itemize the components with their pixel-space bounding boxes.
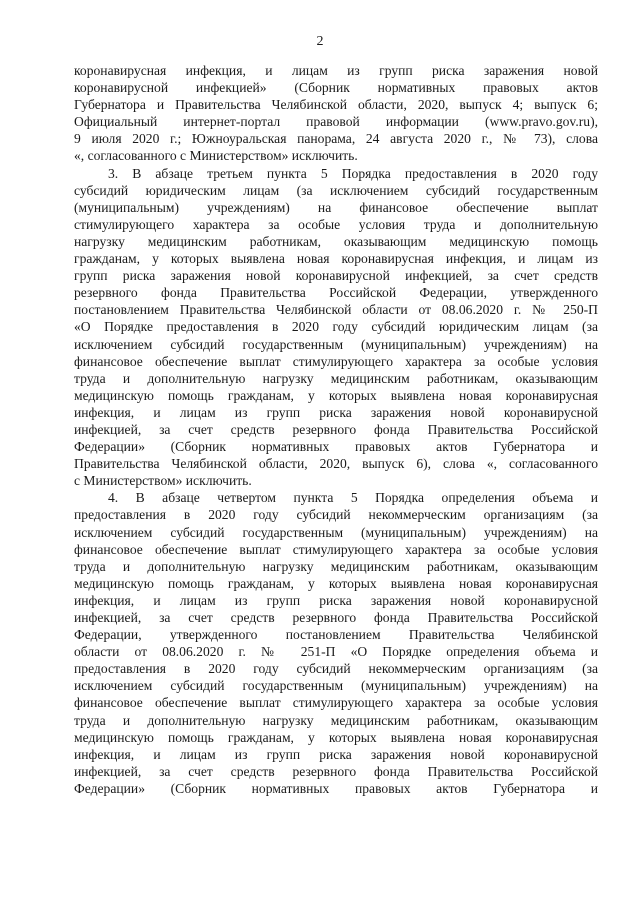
text-line: Губернатора и Правительства Челябинской области, 2020, выпуск 4; выпуск 6; [74,97,598,113]
document-body [74,62,598,797]
text-line: финансовое обеспечение выплат стимулирующего характера за особые условия [74,353,598,369]
text-line: Официальный интернет-портал правовой информации (www.pravo.gov.ru), [74,114,598,130]
text-line: труда и дополнительную нагрузку медицинским работникам, оказывающим [74,370,598,386]
text-line: с Министерством» исключить. [74,473,252,489]
text-line: коронавирусная инфекция, и лицам из групп риска заражения новой [74,63,598,78]
text-line: резервного фонда Правительства Российской Федерации, утвержденного [74,285,598,301]
text-line: субсидий юридическим лицам (за исключением субсидий государственным [74,182,598,198]
text-line: исключением субсидий государственным (муниципальным) учреждениям) на [74,524,598,540]
text-line: «, согласованного с Министерством» исключить. [74,148,358,164]
text-line: «О Порядке предоставления в 2020 году субсидий юридическим лицам (за [74,319,598,335]
text-line: медицинскую помощь гражданам, у которых выявлена новая коронавирусная [74,387,598,403]
text-line: инфекция, и лицам из групп риска заражения новой коронавирусной [74,404,598,420]
text-line: групп риска заражения новой коронавирусной инфекцией, за счет средств [74,268,598,284]
paragraph [74,165,598,490]
text-line: Федерации» (Сборник нормативных правовых актов Губернатора и [74,439,598,455]
text-line: исключением субсидий государственным (муниципальным) учреждениям) на [74,678,598,694]
text-line: финансовое обеспечение выплат стимулирующего характера за особые условия [74,695,598,711]
text-line: предоставления в 2020 году субсидий некоммерческим организациям (за [74,661,598,677]
text-line: предоставления в 2020 году субсидий некоммерческим организациям (за [74,507,598,523]
text-line: труда и дополнительную нагрузку медицинским работникам, оказывающим [74,558,598,574]
text-line: гражданам, у которых выявлена новая коронавирусная инфекция, и лицам из [74,251,598,267]
text-line: инфекция, и лицам из групп риска заражения новой коронавирусной [74,592,598,608]
text-line: труда и дополнительную нагрузку медицинским работникам, оказывающим [74,712,598,728]
page-number: 2 [316,34,324,49]
text-line: Федерации» (Сборник нормативных правовых актов Губернатора и [74,780,598,796]
text-line: инфекцией, за счет средств резервного фонда Правительства Российской [74,421,598,437]
text-line: области от 08.06.2020 г. № 251-П «О Порядке определения объема и [74,644,598,660]
text-line: инфекция, и лицам из групп риска заражения новой коронавирусной [74,746,598,762]
text-line: медицинскую помощь гражданам, у которых выявлена новая коронавирусная [74,575,598,591]
text-line: 4. В абзаце четвертом пункта 5 Порядка определения объема и [108,490,598,506]
text-line: исключением субсидий государственным (муниципальным) учреждениям) на [74,336,598,352]
text-line: коронавирусной инфекцией» (Сборник нормативных правовых актов [74,80,598,96]
text-line: медицинскую помощь гражданам, у которых выявлена новая коронавирусная [74,729,598,745]
text-line: инфекцией, за счет средств резервного фонда Правительства Российской [74,763,598,779]
paragraph [74,62,598,165]
text-line: стимулирующего характера за особые условия труда и дополнительную [74,216,598,232]
text-line: финансовое обеспечение выплат стимулирующего характера за особые условия [74,541,598,557]
text-line: инфекцией, за счет средств резервного фонда Правительства Российской [74,610,598,625]
text-line: 3. В абзаце третьем пункта 5 Порядка предоставления в 2020 году [108,165,598,181]
text-line: 9 июля 2020 г.; Южноуральская панорама, 24 августа 2020 г., № 73), слова [74,131,598,147]
text-line: постановлением Правительства Челябинской области от 08.06.2020 г. № 250-П [74,302,598,318]
text-line: Федерации, утвержденного постановлением Правительства Челябинской [74,627,598,643]
text-line: (муниципальным) учреждениям) на финансовое обеспечение выплат [74,199,598,215]
text-line: нагрузку медицинским работникам, оказывающим медицинскую помощь [74,233,598,249]
paragraph [74,489,598,797]
text-line: Правительства Челябинской области, 2020, выпуск 6), слова «, согласованного [74,456,598,472]
